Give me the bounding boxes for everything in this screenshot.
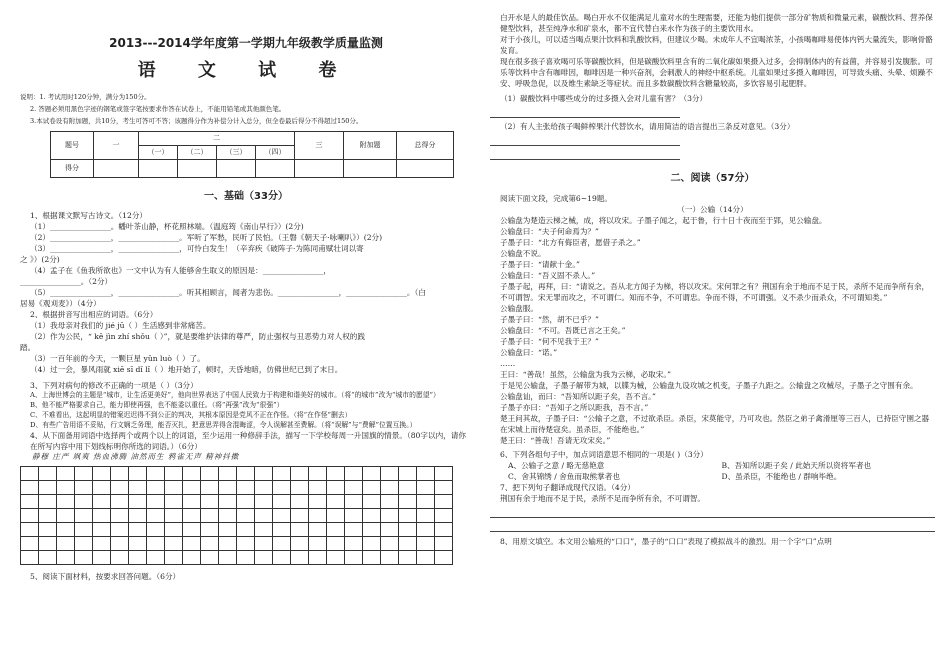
- q1-item: 之 》）(2分): [20, 255, 60, 265]
- grid-cell[interactable]: [345, 551, 363, 565]
- grid-cell[interactable]: [381, 523, 399, 537]
- question-2: 2、根据拼音写出相应的词语。（6分）: [30, 310, 158, 320]
- grid-cell[interactable]: [291, 523, 309, 537]
- grid-cell[interactable]: [309, 523, 327, 537]
- grid-cell[interactable]: [381, 509, 399, 523]
- passage-paragraph: 公输盘曰：“不可。吾既已言之王矣。”: [500, 325, 626, 335]
- grid-cell[interactable]: [399, 509, 417, 523]
- score-table: [50, 131, 454, 178]
- exam-subtitle: 语 文 试 卷: [137, 60, 355, 82]
- grid-cell[interactable]: [435, 481, 453, 495]
- grid-cell[interactable]: [435, 551, 453, 565]
- grid-cell[interactable]: [93, 467, 111, 481]
- grid-cell[interactable]: [165, 481, 183, 495]
- grid-cell[interactable]: [39, 495, 57, 509]
- section-heading-basics: 一、基础（33分）: [204, 190, 288, 202]
- score-col-total: 总得分: [397, 131, 454, 159]
- grid-cell[interactable]: [147, 551, 165, 565]
- grid-cell[interactable]: [399, 495, 417, 509]
- grid-cell[interactable]: [345, 523, 363, 537]
- material-para-3: 现在很多孩子喜欢喝可乐等碳酸饮料，但是碳酸饮料里含有的二氧化碳如果摄入过多，会抑制体内的有益菌，并容易引发腹胀。可乐等饮料中含有咖啡因，咖啡因是一种兴奋剂，会刺激人的神经中枢系统。儿童如果过多摄入咖啡因，可导致头痛、头晕、烦躁不安、呼吸急促，以及维生素缺乏等症状。而且多数碳酸饮料含糖量较高，多饮容易引起肥胖。: [500, 57, 933, 88]
- grid-cell[interactable]: [237, 495, 255, 509]
- q4-word-list: 静穆 庄严 飒爽 热血沸腾 油然而生 鸦雀无声 精神抖擞: [32, 452, 240, 462]
- grid-cell[interactable]: [147, 481, 165, 495]
- answer-line[interactable]: [490, 149, 680, 160]
- grid-cell[interactable]: [129, 495, 147, 509]
- grid-cell[interactable]: [201, 537, 219, 551]
- grid-cell[interactable]: [363, 537, 381, 551]
- passage-paragraph: 公输盘曰：“吾义固不杀人。”: [500, 270, 596, 280]
- question-5: 5、阅读下面材料，按要求回答问题。（6分）: [30, 572, 181, 582]
- passage-paragraph: 公输盘曰：“夫子何命焉为？”: [500, 226, 599, 236]
- grid-cell[interactable]: [75, 537, 93, 551]
- grid-cell[interactable]: [417, 481, 435, 495]
- grid-cell[interactable]: [381, 495, 399, 509]
- grid-cell[interactable]: [237, 509, 255, 523]
- grid-cell[interactable]: [417, 467, 435, 481]
- grid-cell[interactable]: [57, 481, 75, 495]
- score-cell[interactable]: [295, 159, 344, 177]
- grid-cell[interactable]: [327, 509, 345, 523]
- grid-cell[interactable]: [147, 509, 165, 523]
- grid-cell[interactable]: [111, 523, 129, 537]
- q1-item: （2）________________，________________。军听了军愁，民听了民怕。（王磐《朝天子·咏喇叭》）(2分): [30, 233, 383, 243]
- grid-cell[interactable]: [435, 537, 453, 551]
- grid-cell[interactable]: [255, 523, 273, 537]
- q2-item: （2）作为公民，“ kě jìn zhí shǒu（ ）”，就是要维护法律的尊严，防止强权与丑恶势力对人权的践: [30, 332, 365, 342]
- grid-cell[interactable]: [165, 495, 183, 509]
- grid-cell[interactable]: [237, 523, 255, 537]
- grid-cell[interactable]: [327, 551, 345, 565]
- grid-cell[interactable]: [183, 467, 201, 481]
- grid-cell[interactable]: [363, 509, 381, 523]
- right-column: [490, 12, 935, 547]
- score-col-2: 二: [139, 131, 295, 145]
- question-7: 7、把下列句子翻译成现代汉语。（4分）: [500, 482, 635, 492]
- grid-cell[interactable]: [165, 509, 183, 523]
- grid-cell[interactable]: [57, 509, 75, 523]
- grid-cell[interactable]: [21, 509, 39, 523]
- grid-cell[interactable]: [75, 523, 93, 537]
- grid-cell[interactable]: [21, 551, 39, 565]
- score-cell[interactable]: [178, 159, 217, 177]
- q3-option-c: C、不难看出，这起明显的错案迟迟得不到公正的判决，其根本原因是党风不正在作怪。（将“在作怪”删去）: [30, 410, 352, 419]
- grid-cell[interactable]: [273, 537, 291, 551]
- grid-cell[interactable]: [417, 537, 435, 551]
- grid-cell[interactable]: [363, 481, 381, 495]
- grid-cell[interactable]: [327, 481, 345, 495]
- grid-cell[interactable]: [291, 551, 309, 565]
- grid-cell[interactable]: [273, 509, 291, 523]
- grid-cell[interactable]: [39, 537, 57, 551]
- passage-paragraph: 公输盘服。: [500, 303, 538, 313]
- grid-cell[interactable]: [237, 537, 255, 551]
- grid-cell[interactable]: [129, 537, 147, 551]
- q3-option-d: D、有些广告用语不妥贴，行文娴乏务理，能否灭扎，把意思弄得含混晦涩，令人误解甚至费解。（将“误解”与“费解”位置互换。）: [30, 420, 417, 429]
- score-sub-3: （三）: [217, 145, 256, 159]
- q2-item: 踏。: [20, 343, 36, 353]
- grid-cell[interactable]: [93, 523, 111, 537]
- q2-item: （3）一百年前的今天，一颗巨星 yǔn luò（ ）了。: [30, 354, 205, 364]
- grid-cell[interactable]: [165, 551, 183, 565]
- grid-cell[interactable]: [273, 523, 291, 537]
- score-cell[interactable]: [94, 159, 139, 177]
- grid-cell[interactable]: [381, 551, 399, 565]
- answer-line[interactable]: [490, 507, 935, 518]
- passage-paragraph: 于是见公输盘，子墨子解带为城，以牒为械，公输盘九设攻城之机变，子墨子九距之。公输盘之攻械尽，子墨子之守围有余。: [500, 380, 918, 390]
- grid-cell[interactable]: [309, 495, 327, 509]
- grid-cell[interactable]: [201, 495, 219, 509]
- grid-cell[interactable]: [201, 551, 219, 565]
- grid-cell[interactable]: [21, 537, 39, 551]
- grid-cell[interactable]: [327, 537, 345, 551]
- grid-cell[interactable]: [183, 495, 201, 509]
- grid-cell[interactable]: [201, 467, 219, 481]
- grid-cell[interactable]: [363, 551, 381, 565]
- grid-cell[interactable]: [381, 481, 399, 495]
- q1-item: （1）________________。幡叶茶山静，杯花照林端。（温庭筠《南山早行》）(2分): [30, 222, 304, 232]
- grid-cell[interactable]: [327, 495, 345, 509]
- grid-cell[interactable]: [75, 467, 93, 481]
- grid-cell[interactable]: [21, 523, 39, 537]
- grid-cell[interactable]: [291, 537, 309, 551]
- passage-paragraph: 楚王问其故，子墨子曰：“公输子之意，不过欲杀臣。杀臣，宋莫能守，乃可攻也。然臣之弟子禽滑厘等三百人，已持臣守圉之器在宋城上而待楚寇矣。虽杀臣，不能绝也。”: [500, 413, 930, 434]
- question-6: 6、下列各组句子中，加点词语意思不相同的一项是( )（3分）: [500, 449, 708, 459]
- grid-cell[interactable]: [309, 509, 327, 523]
- grid-cell[interactable]: [399, 481, 417, 495]
- grid-cell[interactable]: [57, 537, 75, 551]
- score-cell[interactable]: [139, 159, 178, 177]
- grid-cell[interactable]: [237, 467, 255, 481]
- grid-cell[interactable]: [147, 495, 165, 509]
- grid-cell[interactable]: [111, 481, 129, 495]
- reading-subtitle: （一）公输（14分）: [677, 204, 748, 214]
- grid-cell[interactable]: [381, 537, 399, 551]
- grid-cell[interactable]: [291, 509, 309, 523]
- score-col-extra: 附加题: [344, 131, 397, 159]
- grid-cell[interactable]: [111, 495, 129, 509]
- q3-option-b: B、他不能严格要求自己，能力即使再强，也不能委以重任。（将“再强”改为“很强”）: [30, 400, 284, 409]
- grid-cell[interactable]: [129, 467, 147, 481]
- passage-paragraph: 子墨子亦曰：“吾知子之所以距我，吾不言。”: [500, 402, 649, 412]
- passage-paragraph: 子墨子曰：“然，胡不已乎？”: [500, 314, 599, 324]
- grid-cell[interactable]: [165, 467, 183, 481]
- grid-cell[interactable]: [435, 523, 453, 537]
- grid-cell[interactable]: [399, 551, 417, 565]
- question-1: 1、根据课文默写古诗文。（12分）: [30, 211, 148, 221]
- grid-cell[interactable]: [399, 523, 417, 537]
- grid-cell[interactable]: [435, 467, 453, 481]
- grid-cell[interactable]: [129, 481, 147, 495]
- material-para-1: 白开水是人的最佳饮品。喝白开水不仅能满足儿童对水的生理需要，还能为他们提供一部分矿物质和微量元素，碳酸饮料、营养保健型饮料，甚至纯净水和矿泉水，都不宜代替白来水作为孩子的主要饮用水。: [500, 13, 933, 33]
- grid-cell[interactable]: [111, 537, 129, 551]
- grid-cell[interactable]: [273, 551, 291, 565]
- q6-option-a[interactable]: A、公输子之意 / 略无慈艳意: [508, 460, 605, 470]
- q6-options-row: [490, 460, 935, 471]
- grid-cell[interactable]: [93, 495, 111, 509]
- grid-cell[interactable]: [75, 481, 93, 495]
- writing-grid[interactable]: [20, 466, 453, 565]
- grid-cell[interactable]: [21, 495, 39, 509]
- q1-item: ________________。（2分）: [20, 277, 113, 287]
- grid-cell[interactable]: [75, 495, 93, 509]
- q6-option-c[interactable]: C、舍其锦绣 / 舍鱼而取熊掌者也: [508, 471, 620, 481]
- grid-cell[interactable]: [21, 467, 39, 481]
- grid-cell[interactable]: [399, 467, 417, 481]
- grid-cell[interactable]: [417, 509, 435, 523]
- score-cell[interactable]: [217, 159, 256, 177]
- grid-cell[interactable]: [219, 495, 237, 509]
- grid-cell[interactable]: [399, 537, 417, 551]
- q6-options-row: [490, 471, 935, 482]
- grid-cell[interactable]: [309, 467, 327, 481]
- section-heading-reading: 二、阅读（57分）: [670, 173, 755, 184]
- material-para-2: 对于小孩儿，可以适当喝点果汁饮料和乳酸饮料，但建议少喝。未成年人不宜喝浓茶，小孩喝咖啡易使体内钙大量流失，影响骨骼发育。: [500, 35, 933, 55]
- grid-cell[interactable]: [273, 467, 291, 481]
- score-sub-1: （一）: [139, 145, 178, 159]
- passage-paragraph: 公输盘不说。: [500, 248, 546, 258]
- grid-cell[interactable]: [129, 551, 147, 565]
- grid-cell[interactable]: [39, 481, 57, 495]
- question-5-2: （2）有人主张给孩子喝鲜榨果汁代替饮水，请用简洁的语言提出三条反对意见。（3分）: [500, 122, 795, 131]
- grid-cell[interactable]: [273, 481, 291, 495]
- grid-cell[interactable]: [219, 537, 237, 551]
- grid-cell[interactable]: [255, 537, 273, 551]
- q6-option-d[interactable]: D、虽杀臣，不能绝也 / 群响毕绝。: [721, 471, 842, 481]
- note-3: 3.本试卷设有附加题，共10分，考生可答可不答；该题得分作为补偿分计入总分，但全卷最后得分不得超过150分。: [30, 116, 363, 125]
- q2-item: （1）我母亲对我们的 jié jū（ ）生活感到非常痛苦。: [30, 321, 211, 331]
- score-cell[interactable]: [256, 159, 295, 177]
- grid-cell[interactable]: [165, 523, 183, 537]
- grid-cell[interactable]: [147, 537, 165, 551]
- reading-intro: 阅读下面文段，完成第6~19题。: [500, 193, 612, 203]
- grid-cell[interactable]: [39, 467, 57, 481]
- passage-paragraph: 子墨子曰：“何不见我于王？”: [500, 336, 599, 346]
- grid-cell[interactable]: [57, 467, 75, 481]
- grid-cell[interactable]: [345, 481, 363, 495]
- grid-cell[interactable]: [183, 537, 201, 551]
- grid-cell[interactable]: [309, 481, 327, 495]
- score-label: 题号: [51, 131, 94, 159]
- grid-cell[interactable]: [345, 509, 363, 523]
- question-8: 8、用原文填空。本文用公输班的“口口”，墨子的“口口”表现了模拟战斗的激烈。用一个字“口”点明: [500, 536, 832, 546]
- grid-cell[interactable]: [219, 509, 237, 523]
- q1-item: 居易《观刈麦》）（4分）: [20, 299, 101, 309]
- grid-cell[interactable]: [93, 537, 111, 551]
- score-sub-2: （二）: [178, 145, 217, 159]
- passage-paragraph: 子墨子曰：“北方有侮臣者，愿借子杀之。”: [500, 237, 641, 247]
- q1-item: （5）________________，________________。听其相顾言，闻者为悲伤。________________，________________。（白: [30, 288, 426, 298]
- grid-cell[interactable]: [147, 523, 165, 537]
- grid-cell[interactable]: [93, 551, 111, 565]
- grid-cell[interactable]: [111, 467, 129, 481]
- grid-cell[interactable]: [345, 495, 363, 509]
- score-sub-4: （四）: [256, 145, 295, 159]
- grid-cell[interactable]: [255, 509, 273, 523]
- q1-item: （3）________________，________________，可怜白发生！（辛弃疾《破阵子·为陈同甫赋壮词以寄: [30, 244, 364, 254]
- grid-cell[interactable]: [417, 495, 435, 509]
- grid-cell[interactable]: [183, 481, 201, 495]
- score-col-1: 一: [94, 131, 139, 159]
- answer-line[interactable]: [490, 521, 935, 532]
- question-4: 4、从下面备用词语中选择两个或两个以上的词语，至少运用一种修辞手法，描写一下学校每周一升国旗的情景。（80字以内，请你在所写内容中用下划线标明你所选的词语。）（6分）: [30, 431, 466, 452]
- passage-paragraph: 公输盘讪，而曰：“吾知所以距子矣，吾不言。”: [500, 391, 656, 401]
- grid-cell[interactable]: [183, 551, 201, 565]
- grid-cell[interactable]: [219, 523, 237, 537]
- q3-option-a: A、上海世博会的主题是“城市，让生活更美好”，他向世界表达了中国人民致力于构建和谐美好的城市。（将“的城市”改为“城市的愿望”）: [30, 391, 440, 400]
- grid-cell[interactable]: [75, 509, 93, 523]
- grid-cell[interactable]: [417, 523, 435, 537]
- grid-cell[interactable]: [363, 495, 381, 509]
- passage-gongshu: [490, 215, 935, 446]
- passage-paragraph: 子墨子起，再拜，曰：“请说之。吾从北方闻子为梯，将以攻宋。宋何罪之有？荆国有余于地而不足于民，杀所不足而争所有余，不可谓智。宋无罪而攻之，不可谓仁。知而不争，不可谓忠。争而不得，不可谓强。义不杀少而杀众，不可谓知类。”: [500, 281, 930, 302]
- grid-cell[interactable]: [237, 551, 255, 565]
- exam-notes: [20, 92, 472, 127]
- answer-line[interactable]: [490, 107, 680, 118]
- grid-cell[interactable]: [57, 551, 75, 565]
- exam-title: 2013---2014学年度第一学期九年级教学质量监测: [109, 36, 383, 50]
- grid-cell[interactable]: [381, 467, 399, 481]
- grid-cell[interactable]: [111, 551, 129, 565]
- grid-cell[interactable]: [93, 509, 111, 523]
- grid-cell[interactable]: [219, 481, 237, 495]
- grid-cell[interactable]: [291, 495, 309, 509]
- grid-cell[interactable]: [237, 481, 255, 495]
- score-row-label: 得分: [51, 159, 94, 177]
- grid-cell[interactable]: [183, 523, 201, 537]
- score-cell[interactable]: [397, 159, 454, 177]
- grid-cell[interactable]: [435, 509, 453, 523]
- grid-cell[interactable]: [435, 495, 453, 509]
- grid-cell[interactable]: [345, 537, 363, 551]
- grid-cell[interactable]: [39, 551, 57, 565]
- grid-cell[interactable]: [255, 495, 273, 509]
- grid-cell[interactable]: [147, 467, 165, 481]
- grid-cell[interactable]: [255, 467, 273, 481]
- passage-paragraph: ……: [500, 358, 516, 368]
- grid-cell[interactable]: [417, 551, 435, 565]
- grid-cell[interactable]: [255, 481, 273, 495]
- grid-cell[interactable]: [327, 523, 345, 537]
- q6-option-b[interactable]: B、吾知所以距子矣 / 此始天所以资将军者也: [721, 460, 872, 470]
- passage-paragraph: 子墨子曰：“请献十金。”: [500, 259, 580, 269]
- grid-cell[interactable]: [273, 495, 291, 509]
- grid-cell[interactable]: [57, 495, 75, 509]
- left-column: [20, 0, 472, 582]
- grid-cell[interactable]: [165, 537, 183, 551]
- grid-cell[interactable]: [201, 523, 219, 537]
- q1-item: （4）孟子在《鱼我所欲也》一文中认为有人能够舍生取义的原因是：________________，: [30, 266, 331, 276]
- answer-line[interactable]: [490, 135, 680, 146]
- note-2: 2. 答题必须用黑色字迹的钢笔或签字笔按要求作答在试卷上，不能用铅笔或其他颜色笔。: [30, 105, 286, 114]
- grid-cell[interactable]: [345, 467, 363, 481]
- grid-cell[interactable]: [201, 481, 219, 495]
- grid-cell[interactable]: [363, 523, 381, 537]
- grid-cell[interactable]: [57, 523, 75, 537]
- grid-cell[interactable]: [39, 509, 57, 523]
- grid-cell[interactable]: [219, 551, 237, 565]
- question-5-1: （1）碳酸饮料中哪些成分的过多摄入会对儿童有害？（3分）: [500, 94, 708, 103]
- passage-paragraph: 王曰：“善哉！虽然，公输盘为我为云梯，必取宋。”: [500, 369, 672, 379]
- note-1: 说明：1. 考试用时120分钟，满分为150分。: [20, 93, 151, 102]
- grid-cell[interactable]: [129, 523, 147, 537]
- passage-paragraph: 楚王曰：“善哉！吾请无攻宋矣。”: [500, 435, 611, 445]
- grid-cell[interactable]: [219, 467, 237, 481]
- grid-cell[interactable]: [183, 509, 201, 523]
- passage-paragraph: 公输盘曰：“诺。”: [500, 347, 558, 357]
- grid-cell[interactable]: [75, 551, 93, 565]
- q7-sentence: 荆国有余于地而不足于民，杀所不足而争所有余，不可谓智。: [500, 493, 706, 503]
- grid-cell[interactable]: [129, 509, 147, 523]
- q2-item: （4）过一会，暴风雨就 xiē sī dǐ lǐ（ ）地开始了，顿时，天昏地暗，仿佛世纪已到了末日。: [30, 365, 343, 375]
- score-col-3: 三: [295, 131, 344, 159]
- grid-cell[interactable]: [21, 481, 39, 495]
- grid-cell[interactable]: [291, 467, 309, 481]
- grid-cell[interactable]: [39, 523, 57, 537]
- grid-cell[interactable]: [291, 481, 309, 495]
- passage-paragraph: 公输盘为楚造云梯之械，成，将以攻宋。子墨子闻之，起于鲁，行十日十夜而至于郢，见公输盘。: [500, 215, 827, 225]
- grid-cell[interactable]: [327, 467, 345, 481]
- question-3: 3、下列对病句的修改不正确的一项是（ ）（3分）: [30, 381, 198, 391]
- grid-cell[interactable]: [111, 509, 129, 523]
- score-cell[interactable]: [344, 159, 397, 177]
- grid-cell[interactable]: [309, 537, 327, 551]
- grid-cell[interactable]: [255, 551, 273, 565]
- grid-cell[interactable]: [309, 551, 327, 565]
- grid-cell[interactable]: [363, 467, 381, 481]
- grid-cell[interactable]: [93, 481, 111, 495]
- grid-cell[interactable]: [201, 509, 219, 523]
